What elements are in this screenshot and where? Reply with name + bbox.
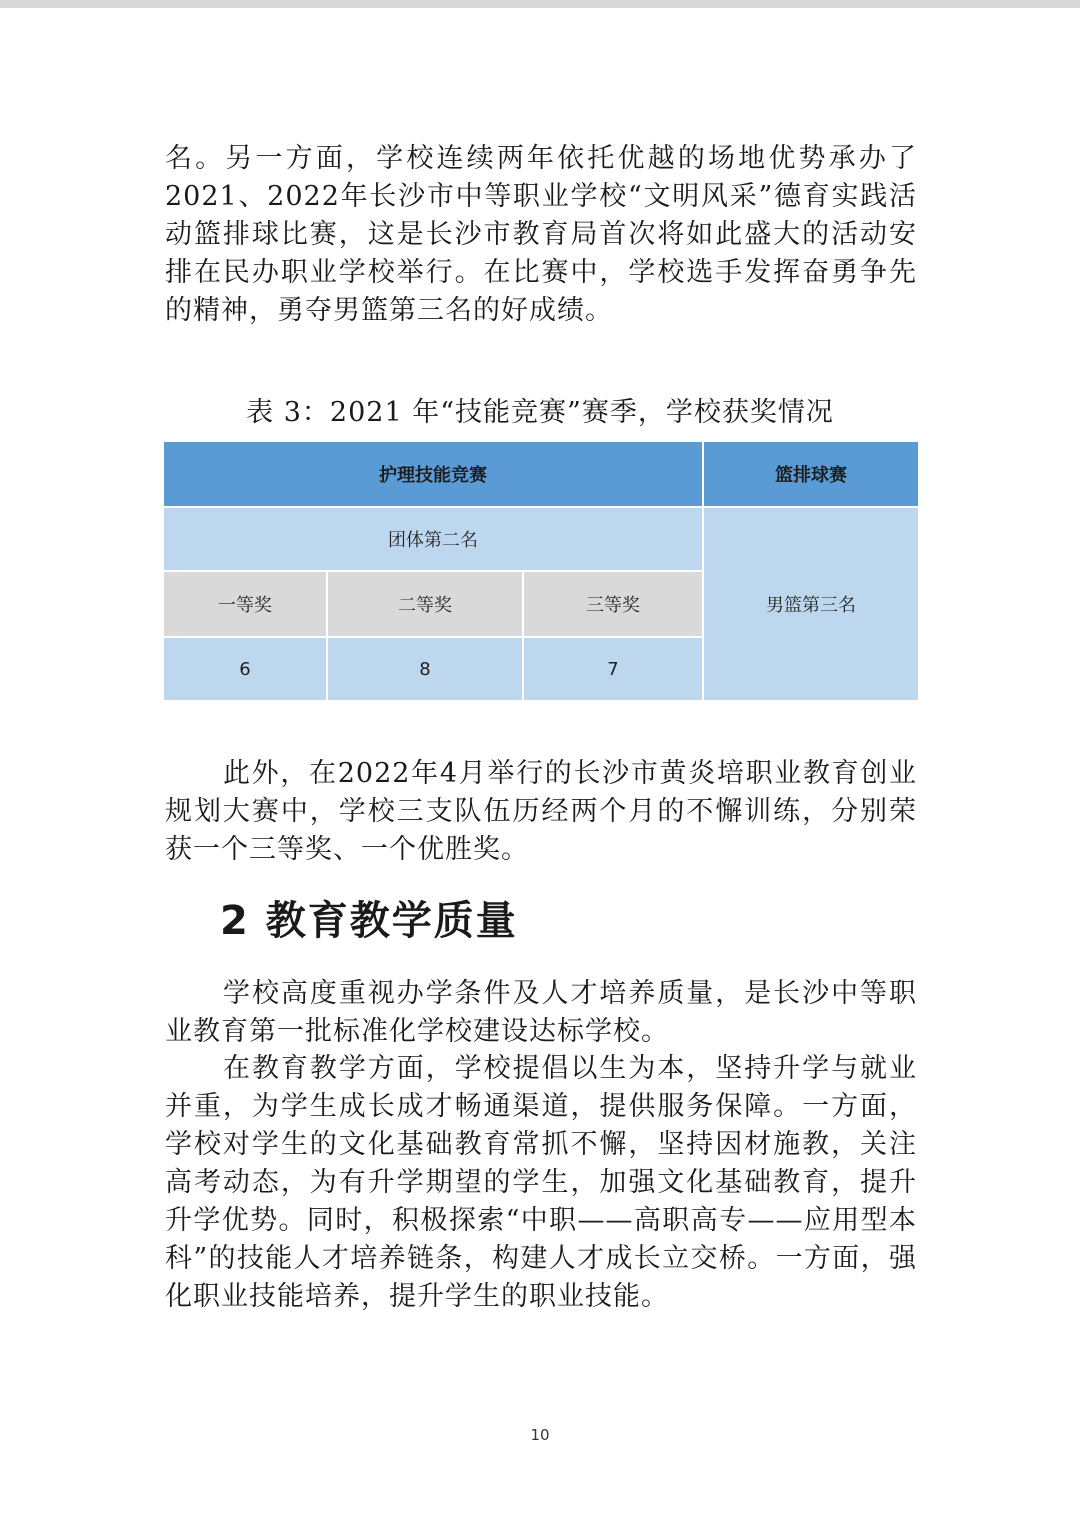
count-first-cell: 6: [163, 637, 327, 701]
grade-first-cell: 一等奖: [163, 571, 327, 637]
table-row: [163, 507, 919, 571]
paragraph-teaching-approach: 在教育教学方面，学校提倡以生为本，坚持升学与就业并重，为学生成长成才畅通渠道，提供服务保障。一方面，学校对学生的文化基础教育常抓不懈，坚持因材施教，关注高考动态，为有升学期望的学生，加强文化基础教育，提升升学优势。同时，积极探索“中职——高职高专——应用型本科”的技能人才培养链条，构建人才成长立交桥。一方面，强化职业技能培养，提升学生的职业技能。: [165, 1053, 917, 1312]
table-header-row: [163, 441, 919, 507]
basketball-result-cell: 男篮第三名: [703, 507, 919, 701]
team-award-cell: 团体第二名: [163, 507, 703, 571]
paragraph-school-quality: 学校高度重视办学条件及人才培养质量，是长沙中等职业教育第一批标准化学校建设达标学校。: [165, 978, 917, 1047]
top-border: [0, 0, 1080, 8]
page-number: 10: [530, 1426, 550, 1444]
grade-third-cell: 三等奖: [523, 571, 703, 637]
paragraph-entrepreneurship-contest: 此外，在2022年4月举行的长沙市黄炎培职业教育创业规划大赛中，学校三支队伍历经两个月的不懈训练，分别荣获一个三等奖、一个优胜奖。: [165, 758, 917, 865]
paragraph-basketball-hosting: 名。另一方面，学校连续两年依托优越的场地优势承办了2021、2022年长沙市中等职业学校“文明风采”德育实践活动篮排球比赛，这是长沙市教育局首次将如此盛大的活动安排在民办职业学校举行。在比赛中，学校选手发挥奋勇争先的精神，勇夺男篮第三名的好成绩。: [165, 143, 917, 326]
table-caption: 表 3：2021 年“技能竞赛”赛季，学校获奖情况: [246, 397, 834, 428]
header-basketball-competition: 篮排球赛: [703, 441, 919, 507]
count-third-cell: 7: [523, 637, 703, 701]
count-second-cell: 8: [327, 637, 523, 701]
section-heading: 2 教育教学质量: [220, 898, 518, 944]
header-nursing-competition: 护理技能竞赛: [163, 441, 703, 507]
award-table: [162, 440, 920, 702]
grade-second-cell: 二等奖: [327, 571, 523, 637]
